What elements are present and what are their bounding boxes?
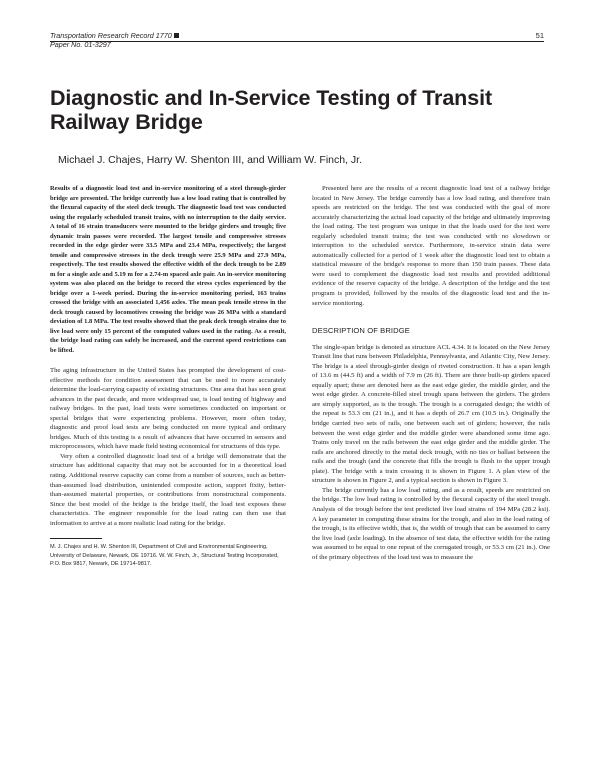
header-rule xyxy=(50,41,544,42)
page-number: 51 xyxy=(535,31,544,40)
paper-title: Diagnostic and In-Service Testing of Transit Railway Bridge xyxy=(50,86,493,134)
square-bullet-icon xyxy=(174,33,179,38)
body-paragraph: Presented here are the results of a recent diagnostic load test of a railway bridge located in New Jersey. The bridge currently has a low load rating, and therefore train speeds are restricted on the bridge. The test was conducted with the goal of more accurately characterizing the actual load capacity of the bridge and ultimately improving the load rating. The test program was unique in that the loads used for the test were regularly scheduled transit trains; the test was conducted with no slowdown or interruption to the scheduled service. Furthermore, in-service strain data were automatically collected for a period of 1 week after the diagnostic load test to obtain a statistical measure of the bridge's response to more than 150 train passes. These data were used to complement the diagnostic load test results and provided additional evidence of the reserve capacity of the bridge. A description of the bridge and the test program is provided, followed by the results of the diagnostic load test and the in-service monitoring. xyxy=(312,185,550,307)
footnote-rule xyxy=(50,538,102,539)
body-paragraph: Very often a controlled diagnostic load test of a bridge will demonstrate that the structure has additional capacity that may not be accounted for in a theoretical load rating. Additional reserve capacity can come from a number of sources, such as better-than-assumed load distribution, unintended composite action, support fixity, better-than-assumed material properties, or contributions from nonstructural components. Since the best model of the bridge is the bridge itself, the load test exposes these characteristics. The engineer responsible for the load rating can then use that information to arrive at a more realistic load rating for the bridge. xyxy=(50,452,286,527)
right-column xyxy=(312,184,550,562)
author-affiliation-footnote: M. J. Chajes and H. W. Shenton III, Department of Civil and Environmental Engineering, University of Delaware, Newark, DE 19716. W. W. Finch, Jr., Structural Testing Incorporated, P.O. Box 9817, Newark, DE 19714-9817. xyxy=(50,544,279,568)
journal-name: Transportation Research Record 1770 xyxy=(50,31,179,40)
body-paragraph: The single-span bridge is denoted as structure ACL 4.34. It is located on the New Jersey Transit line that runs between Philadelphia, Pennsylvania, and Atlantic City, New Jersey. The bridge is a steel through-girder design of riveted construction. It has a span length of 13.6 m (44.5 ft) and a width of 7.9 m (26 ft). There are three built-up girders spaced equally apart; these are denoted here as the east edge girder, the middle girder, and the west edge girder. A concrete-filled steel trough spans between the girders. The girders are simply supported, as is the trough. The trough is a corrugated design; the width of the repeat is 53.3 cm (21 in.), and it has a depth of 26.7 cm (10.5 in.). Originally the bridge carried two sets of rails, one between each set of girders; however, the rails between the west edge girder and the middle girder were abandoned some time ago. Trains only travel on the rails between the east edge girder and the middle girder. The rails are anchored directly to the metal deck trough, with no ties or ballast between the rails and the trough (and the concrete that fills the trough is flush to the upper trough plate). The bridge with a train crossing it is shown in Figure 1. A plan view of the structure is shown in Figure 2, and a typical section is shown in Figure 3. xyxy=(312,343,550,485)
section-heading: DESCRIPTION OF BRIDGE xyxy=(312,326,410,336)
author-list: Michael J. Chajes, Harry W. Shenton III, and William W. Finch, Jr. xyxy=(58,154,363,166)
left-column xyxy=(50,184,286,569)
abstract: Results of a diagnostic load test and in-service monitoring of a steel through-girder bridge are presented. The bridge currently has a low load rating that is controlled by the flexural capacity of the steel deck trough. The diagnostic load test was conducted using the regularly scheduled transit trains, with no interruption to the daily service. A total of 16 strain transducers were mounted to the bridge girders and trough; five dynamic train passes were recorded. The largest tensile and compressive stresses recorded in the edge girder were 33.5 MPa and 23.4 MPa, respectively; the largest tensile and compressive stresses in the deck trough were 25.9 MPa and 27.9 MPa, respectively. The test results showed the effective width of the deck trough to be 2.89 m for a single axle and 5.19 m for a 2.74-m spaced axle pair. An in-service monitoring system was also placed on the bridge to record the stress cycles experienced by the bridge over a 1-week period. During the in-service monitoring period, 163 trains crossed the bridge with an associated 1,456 axles. The mean peak tensile stress in the deck trough caused by locomotives crossing the bridge was 26 MPa with a standard deviation of 1.8 MPa. The test results showed that the peak deck trough strains due to live load were only 15 percent of the computed values used in the rating. As a result, the bridge load rating can safely be increased, and the current speed restrictions can be lifted. xyxy=(50,185,286,354)
paper-number: Paper No. 01-3297 xyxy=(50,40,111,49)
body-paragraph: The aging infrastructure in the United States has prompted the development of cost-effective methods for condition assessment that can be used to more accurately determine the load-carrying capacity of existing structures. One area that has seen great advances in the past decade, and more widespread use, is load testing of highway and railway bridges. In the past, load tests were sometimes conducted on important or special bridges that were experiencing problems. However, more often today, diagnostic and proof load tests are being conducted on more typical and ordinary bridges. Much of this testing is a result of advances that have occurred in sensors and microprocessors, which have made field testing economical for structures of this type. xyxy=(50,367,286,451)
body-paragraph: The bridge currently has a low load rating, and as a result, speeds are restricted on the bridge. The low load rating is controlled by the flexural capacity of the steel trough. Analysis of the trough before the test predicted live load strains of 194 MPa (28.2 ksi). A key parameter in computing these strains for the trough, and also in the load rating of the trough, is its effective width, that is, the width of trough that can be assumed to carry the live load (axle loading). In the absence of test data, the effective width for the rating was assumed to be equal to one repeat of the corrugated trough, or 53.3 cm (21 in.). One of the primary objectives of the load test was to measure the xyxy=(312,486,550,561)
